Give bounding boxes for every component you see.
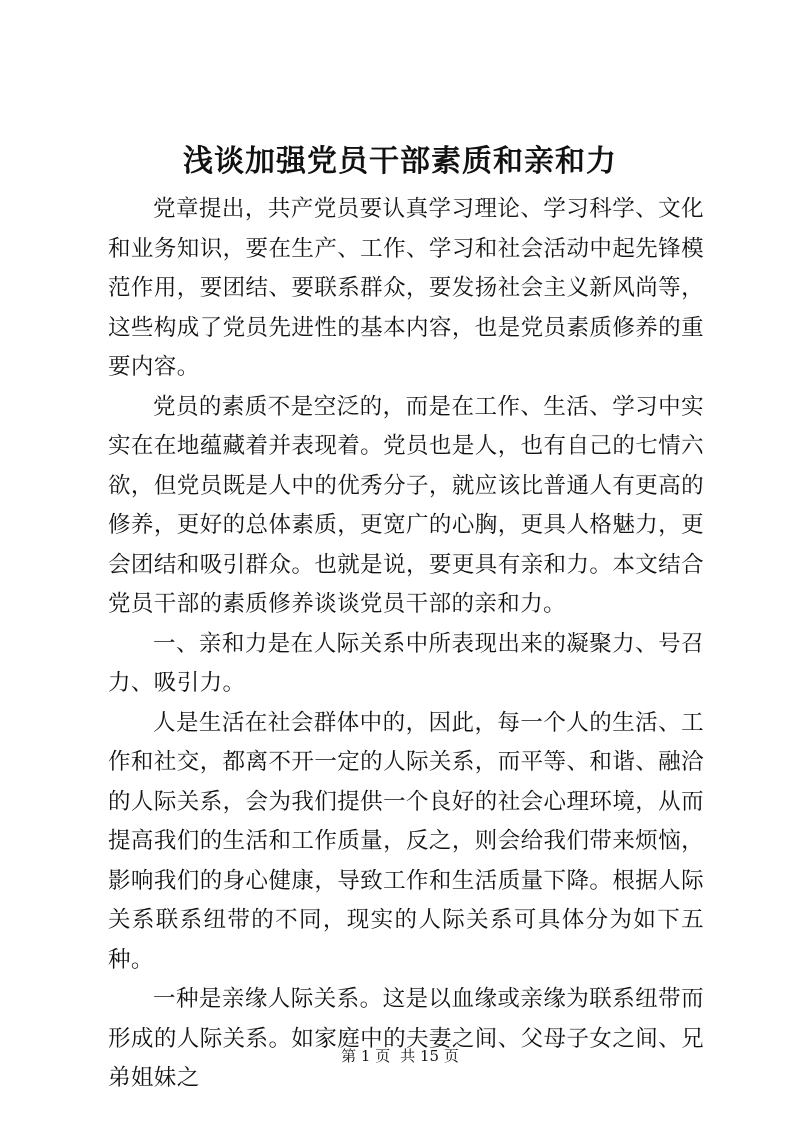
paragraph-1: 党章提出，共产党员要认真学习理论、学习科学、文化和业务知识，要在生产、工作、学习和社会活动中起先锋模范作用，要团结、要联系群众，要发扬社会主义新风尚等，这些构成了党员先进性的基本内容，也是党员素质修养的重要内容。 [108, 196, 704, 380]
paragraph-2: 党员的素质不是空泛的，而是在工作、生活、学习中实实在在地蕴藏着并表现着。党员也是人，也有自己的七情六欲，但党员既是人中的优秀分子，就应该比普通人有更高的修养，更好的总体素质，更宽广的心胸，更具人格魅力，更会团结和吸引群众。也就是说，要更具有亲和力。本文结合党员干部的素质修养谈谈党员干部的亲和力。 [108, 393, 704, 617]
page-total: 共 15 页 [400, 1047, 459, 1065]
paragraph-4: 人是生活在社会群体中的，因此，每一个人的生活、工作和社交，都离不开一定的人际关系，而平等、和谐、融洽的人际关系，会为我们提供一个良好的社会心理环境，从而提高我们的生活和工作质量，反之，则会给我们带来烦恼，影响我们的身心健康，导致工作和生活质量下降。根据人际关系联系纽带的不同，现实的人际关系可具体分为如下五种。 [108, 709, 704, 973]
document-body [108, 190, 704, 1099]
paragraph-5: 一种是亲缘人际关系。这是以血缘或亲缘为联系纽带而形成的人际关系。如家庭中的夫妻之间、父母子女之间、兄弟姐妹之 [108, 986, 704, 1091]
document-title: 浅谈加强党员干部素质和亲和力 [183, 144, 617, 179]
page-number: 第 1 页 [341, 1047, 391, 1065]
page-footer [0, 1046, 800, 1066]
paragraph-3: 一、亲和力是在人际关系中所表现出来的凝聚力、号召力、吸引力。 [108, 630, 704, 696]
